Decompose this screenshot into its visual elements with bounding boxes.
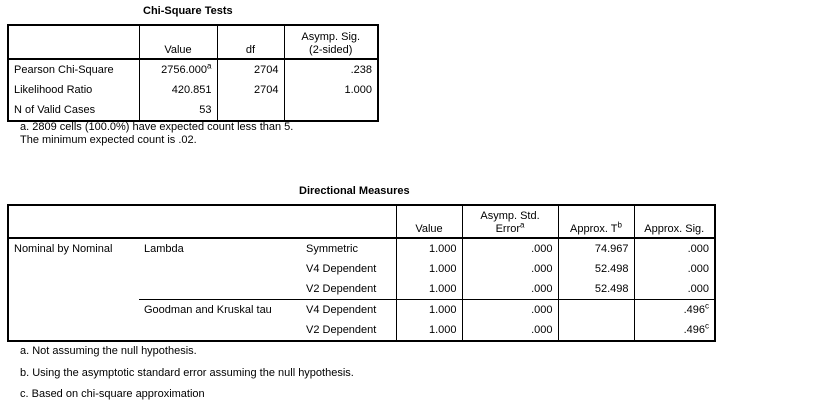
table-row: Nominal by Nominal Lambda Symmetric 1.000 .000 74.967 .000 (8, 238, 715, 259)
table-row: V2 Dependent 1.000 .000 52.498 .000 (8, 279, 715, 300)
header-sig: Asymp. Sig. (2-sided) (284, 25, 378, 59)
table-row: V4 Dependent 1.000 .000 52.498 .000 (8, 259, 715, 279)
footnote-b: b. Using the asymptotic standard error assuming the null hypothesis. (20, 367, 354, 379)
chi-square-table (7, 24, 379, 122)
table-row: Likelihood Ratio 420.851 2704 1.000 (8, 80, 378, 100)
header-value: Value (396, 205, 462, 238)
chi-square-title: Chi-Square Tests (143, 5, 233, 17)
chi-square-footnote-a: a. 2809 cells (100.0%) have expected count less than 5. The minimum expected count is .02. (20, 121, 294, 146)
table-row: Pearson Chi-Square 2756.000$^a$ 2704 .238 (8, 59, 378, 80)
footnote-c: c. Based on chi-square approximation (20, 388, 205, 400)
header-df: df (217, 25, 284, 59)
header-approx-sig: Approx. Sig. (634, 205, 715, 238)
directional-table (7, 204, 716, 342)
header-ase: Asymp. Std. Error$^a$ (462, 205, 558, 238)
header-value: Value (139, 25, 217, 59)
directional-title: Directional Measures (299, 185, 410, 197)
header-empty (8, 25, 139, 59)
header-empty (8, 205, 396, 238)
table-row: N of Valid Cases 53 (8, 100, 378, 121)
footnote-a: a. Not assuming the null hypothesis. (20, 345, 197, 357)
header-approx-t: Approx. $T^b$ (558, 205, 634, 238)
table-row: Goodman and Kruskal tau V4 Dependent 1.000 .000 .496$^c$ (8, 300, 715, 321)
table-row: V2 Dependent 1.000 .000 .496$^c$ (8, 320, 715, 341)
